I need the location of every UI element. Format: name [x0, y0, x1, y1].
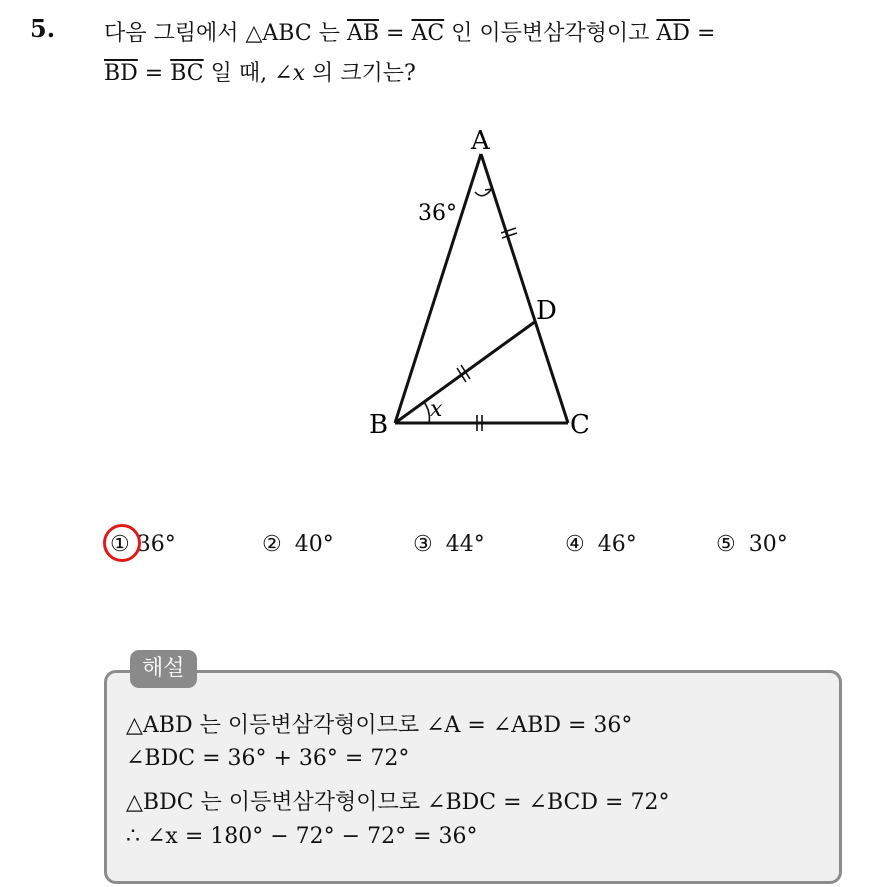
question-text-segment: = [379, 21, 412, 46]
choice-value: 44° [445, 532, 485, 557]
choice-value: 40° [294, 532, 334, 557]
segment-name-overlined: $\overline{AC}$ [411, 21, 445, 46]
solution-line-4: ∴ ∠x = 180° − 72° − 72° = 36° [126, 824, 478, 849]
segment-name-overlined: $\overline{AB}$ [346, 21, 380, 46]
angle-a-label: 36° [418, 201, 457, 226]
variable-italic: x [292, 61, 305, 86]
question-text-line-2 [104, 56, 416, 87]
choice-5[interactable] [716, 532, 788, 557]
solution-box [104, 670, 842, 884]
segment-name-overlined: $\overline{BC}$ [170, 61, 204, 86]
choice-value: 36° [136, 532, 176, 557]
angle-x-label: x [430, 397, 443, 422]
choice-number: ② [262, 532, 282, 557]
solution-line-1: △ABD 는 이등변삼각형이므로 ∠A = ∠ABD = 36° [126, 713, 633, 738]
choice-value: 30° [748, 532, 788, 557]
choice-3[interactable] [413, 532, 485, 557]
triangle-diagram [360, 120, 600, 450]
solution-line-3: △BDC 는 이등변삼각형이므로 ∠BDC = ∠BCD = 72° [126, 790, 670, 815]
choice-2[interactable] [262, 532, 334, 557]
question-text-segment: 다음 그림에서 △ABC 는 [104, 21, 347, 46]
choice-4[interactable] [565, 532, 637, 557]
choice-number: ⑤ [716, 532, 736, 557]
question-text-segment: 의 크기는? [305, 61, 416, 86]
answer-choices [0, 532, 884, 572]
side-ac [481, 154, 568, 423]
tick-ad [501, 228, 517, 238]
triangle-figure [360, 120, 600, 450]
segment-name-overlined: $\overline{BD}$ [104, 61, 138, 86]
question-text-segment: 인 이등변삼각형이고 [444, 21, 657, 46]
choice-value: 46° [597, 532, 637, 557]
choice-number: ④ [565, 532, 585, 557]
solution-tab-label: 해설 [130, 650, 197, 688]
choice-number: ③ [413, 532, 433, 557]
vertex-label-b: B [369, 410, 389, 440]
question-text-segment: = [689, 21, 716, 46]
vertex-label-c: C [570, 410, 590, 440]
question-text-segment: = [137, 61, 171, 86]
choice-number: ① [110, 532, 130, 557]
selected-answer-circle [103, 524, 141, 562]
question-number: 5. [30, 14, 56, 43]
question-text-segment: 일 때, ∠ [203, 61, 293, 86]
side-ab [395, 154, 481, 423]
segment-name-overlined: $\overline{AD}$ [656, 21, 690, 46]
choice-1[interactable] [110, 532, 176, 557]
angle-b-arc [424, 402, 429, 423]
vertex-label-a: A [471, 126, 490, 156]
solution-line-2: ∠BDC = 36° + 36° = 72° [126, 746, 410, 771]
question-text-line-1 [104, 16, 715, 47]
vertex-label-d: D [536, 296, 557, 326]
